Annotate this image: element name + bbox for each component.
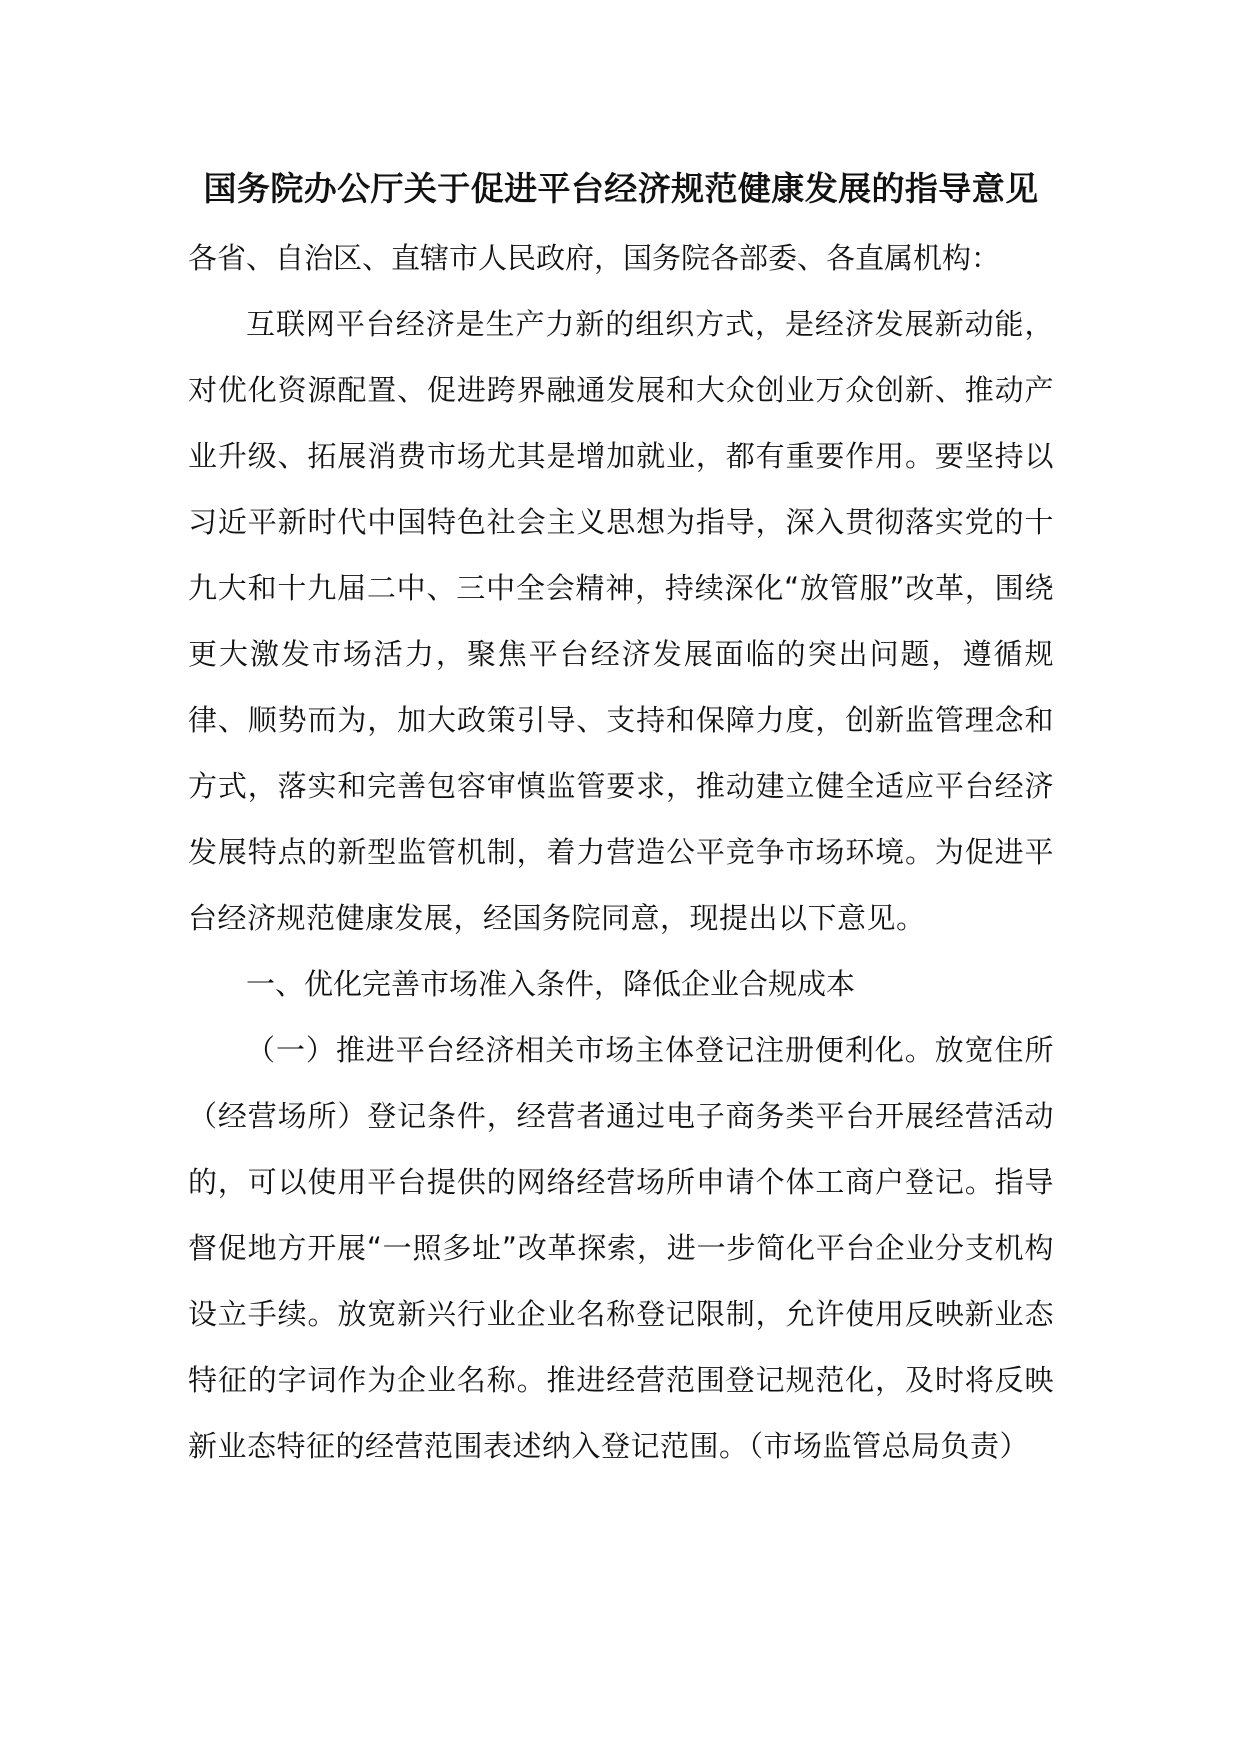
document-title: 国务院办公厅关于促进平台经济规范健康发展的指导意见 (203, 169, 1039, 208)
document-body (188, 165, 1054, 1479)
salutation: 各省、自治区、直辖市人民政府，国务院各部委、各直属机构： (188, 241, 1001, 275)
intro-paragraph: 互联网平台经济是生产力新的组织方式，是经济发展新动能，对优化资源配置、促进跨界融通发展和大众创业万众创新、推动产业升级、拓展消费市场尤其是增加就业，都有重要作用。要坚持以习近平新时代中国特色社会主义思想为指导，深入贯彻落实党的十九大和十九届二中、三中全会精神，持续深化“放管服”改革，围绕更大激发市场活力，聚焦平台经济发展面临的突出问题，遵循规律、顺势而为，加大政策引导、支持和保障力度，创新监管理念和方式，落实和完善包容审慎监管要求，推动建立健全适应平台经济发展特点的新型监管机制，着力营造公平竞争市场环境。为促进平台经济规范健康发展，经国务院同意，现提出以下意见。 (188, 307, 1054, 935)
section-heading: 一、优化完善市场准入条件，降低企业合规成本 (246, 967, 856, 1001)
section-item-paragraph: （一）推进平台经济相关市场主体登记注册便利化。放宽住所（经营场所）登记条件，经营者通过电子商务类平台开展经营活动的，可以使用平台提供的网络经营场所申请个体工商户登记。指导督促地方开展“一照多址”改革探索，进一步简化平台企业分支机构设立手续。放宽新兴行业企业名称登记限制，允许使用反映新业态特征的字词作为企业名称。推进经营范围登记规范化，及时将反映新业态特征的经营范围表述纳入登记范围。（市场监管总局负责） (188, 1033, 1054, 1463)
